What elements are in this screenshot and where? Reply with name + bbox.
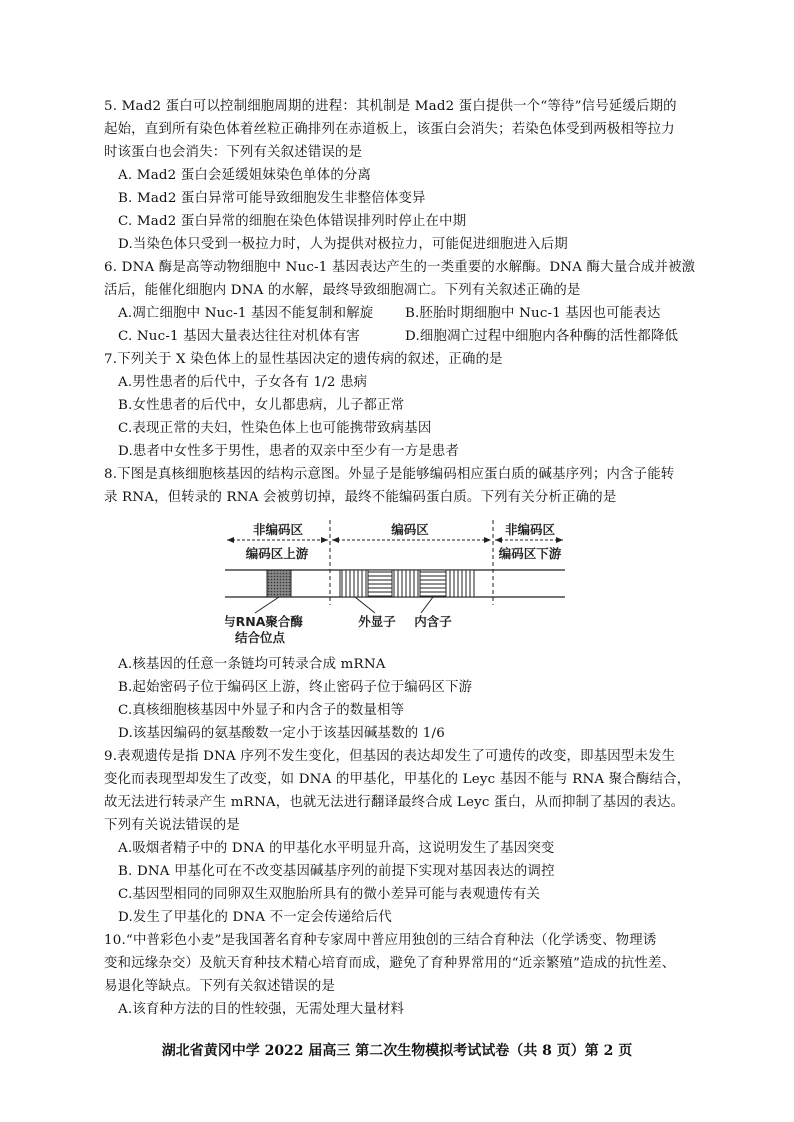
exon-block-1 <box>340 570 368 597</box>
label-downstream: 编码区下游 <box>498 546 562 561</box>
q6-stem-line-2: 活后，能催化细胞内 DNA 的水解，最终导致细胞凋亡。下列有关叙述正确的是 <box>104 283 581 298</box>
q9-stem-line-1: 9.表观遗传是指 DNA 序列不发生变化，但基因的表达却发生了可遗传的改变，即基因型未发生 <box>104 749 676 764</box>
label-upstream: 编码区上游 <box>245 546 309 561</box>
intron-block-1 <box>368 570 392 597</box>
q5-option-c: C. Mad2 蛋白异常的细胞在染色体错误排列时停止在中期 <box>118 214 467 229</box>
q8-stem-line-2: 录 RNA，但转录的 RNA 会被剪切掉，最终不能编码蛋白质。下列有关分析正确的是 <box>104 490 617 505</box>
label-noncoding-left: 非编码区 <box>252 522 304 537</box>
q7-stem: 7.下列关于 X 染色体上的显性基因决定的遗传病的叙述，正确的是 <box>104 352 503 367</box>
q8-option-a: A.核基因的任意一条链均可转录合成 mRNA <box>118 657 386 672</box>
q10-stem-line-2: 变和远缘杂交）及航天育种技术精心培育而成，避免了育种界常用的“近亲繁殖”造成的抗性差、 <box>104 956 676 971</box>
q7-option-b: B.女性患者的后代中，女儿都患病，儿子都正常 <box>118 398 405 413</box>
label-coding: 编码区 <box>391 522 429 537</box>
q5-stem-line-2: 起始，直到所有染色体着丝粒正确排列在赤道板上，该蛋白会消失；若染色体受到两极相等拉力 <box>104 122 675 137</box>
label-noncoding-right: 非编码区 <box>504 522 556 537</box>
q5-option-b: B. Mad2 蛋白异常可能导致细胞发生非整倍体变异 <box>118 191 426 206</box>
q9-option-a: A.吸烟者精子中的 DNA 的甲基化水平明显升高，这说明发生了基因突变 <box>118 841 555 856</box>
q5-option-a: A. Mad2 蛋白会延缓姐妹染色单体的分离 <box>118 168 372 183</box>
q7-option-c: C.表现正常的夫妇，性染色体上也可能携带致病基因 <box>118 421 432 436</box>
q6-option-c: C. Nuc-1 基因大量表达往往对机体有害 <box>118 329 360 344</box>
q6-stem-line-1: 6. DNA 酶是高等动物细胞中 Nuc-1 基因表达产生的一类重要的水解酶。DNA 酶大量合成并被激 <box>104 260 696 275</box>
q5-option-d: D.当染色体只受到一极拉力时，人为提供对极拉力，可能促进细胞进入后期 <box>118 237 568 252</box>
label-exon: 外显子 <box>358 614 396 629</box>
exon-block-2 <box>392 570 420 597</box>
q7-option-a: A.男性患者的后代中，子女各有 1/2 患病 <box>118 375 368 390</box>
q9-stem-line-3: 故无法进行转录产生 mRNA，也就无法进行翻译最终合成 Leyc 蛋白，从而抑制了基因的表达。 <box>104 795 685 810</box>
intron-block-2 <box>420 570 446 597</box>
q7-option-d: D.患者中女性多于男性，患者的双亲中至少有一方是患者 <box>118 444 460 459</box>
q8-stem-line-1: 8.下图是真核细胞核基因的结构示意图。外显子是能够编码相应蛋白质的碱基序列；内含子能转 <box>104 467 675 482</box>
q9-option-d: D.发生了甲基化的 DNA 不一定会传递给后代 <box>118 910 392 925</box>
q5-stem-line-3: 时该蛋白也会消失：下列有关叙述错误的是 <box>104 145 363 160</box>
q10-stem-line-3: 易退化等缺点。下列有关叙述错误的是 <box>104 979 336 994</box>
q6-option-b: B.胚胎时期细胞中 Nuc-1 基因也可能表达 <box>405 306 661 321</box>
q6-option-a: A.凋亡细胞中 Nuc-1 基因不能复制和解旋 <box>118 306 374 321</box>
label-rna-pol-site-1: 与RNA聚合酶 <box>225 614 303 629</box>
label-rna-pol-site-2: 结合位点 <box>234 630 286 645</box>
q9-stem-line-4: 下列有关说法错误的是 <box>104 818 240 833</box>
page-footer: 湖北省黄冈中学 2022 届高三 第二次生物模拟考试试卷（共 8 页）第 2 页 <box>161 1043 633 1059</box>
exon-block-3 <box>446 570 474 597</box>
label-intron: 内含子 <box>414 614 452 629</box>
promoter-block <box>267 570 291 597</box>
q10-option-a: A.该育种方法的目的性较强，无需处理大量材料 <box>118 1002 405 1017</box>
q6-option-d: D.细胞凋亡过程中细胞内各种酶的活性都降低 <box>405 329 679 344</box>
q8-option-d: D.该基因编码的氨基酸数一定小于该基因碱基数的 1/6 <box>118 726 445 741</box>
gene-structure-diagram <box>225 515 565 645</box>
q9-option-c: C.基因型相同的同卵双生双胞胎所具有的微小差异可能与表观遗传有关 <box>118 887 541 902</box>
q9-stem-line-2: 变化而表现型却发生了改变，如 DNA 的甲基化，甲基化的 Leyc 基因不能与 RNA 聚合酶结合， <box>104 772 691 787</box>
q5-stem-line-1: 5. Mad2 蛋白可以控制细胞周期的进程：其机制是 Mad2 蛋白提供一个“等待”信号延缓后期的 <box>104 99 677 114</box>
q10-stem-line-1: 10.“中普彩色小麦”是我国著名育种专家周中普应用独创的三结合育种法（化学诱变、物理诱 <box>104 933 657 948</box>
q8-option-c: C.真核细胞核基因中外显子和内含子的数量相等 <box>118 703 405 718</box>
q8-option-b: B.起始密码子位于编码区上游，终止密码子位于编码区下游 <box>118 680 473 695</box>
q9-option-b: B. DNA 甲基化可在不改变基因碱基序列的前提下实现对基因表达的调控 <box>118 864 555 879</box>
